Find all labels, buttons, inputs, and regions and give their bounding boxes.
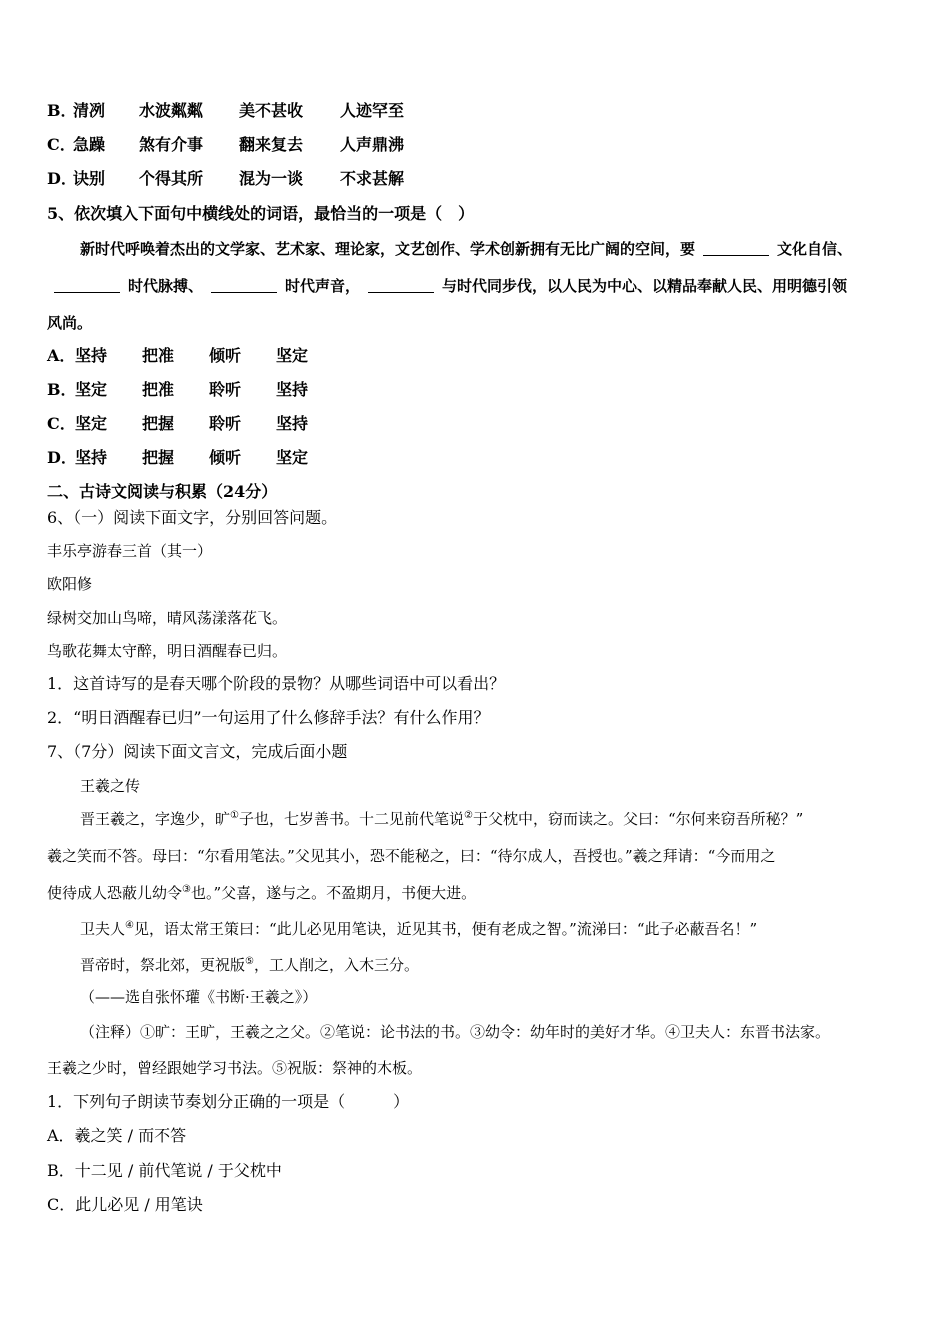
option-item: 不求甚解 — [340, 169, 405, 188]
passage-text: ，工人削之，入木三分。 — [253, 956, 419, 974]
passage-notes: 王羲之少时，曾经跟她学习书法。⑤祝版：祭神的木板。 — [47, 1059, 423, 1077]
option-item: 坚定 — [276, 448, 309, 467]
q5-stem: 5、依次填入下面句中横线处的词语，最恰当的一项是（ ） — [47, 204, 475, 223]
option-letter: B． — [47, 380, 77, 399]
option-item: 把准 — [142, 346, 175, 365]
q5-passage-text: 新时代呼唤着杰出的文学家、艺术家、理论家，文艺创作、学术创新拥有无比广阔的空间，要 — [80, 240, 696, 258]
q4-option-c — [47, 134, 404, 156]
option-letter: C． — [47, 135, 76, 154]
option-item: 聆听 — [209, 380, 242, 399]
passage-line: 羲之笑而不答。母曰：“尔看用笔法。”父见其小，恐不能秘之，曰：“待尔成人，吾授也。”羲之拜请：“今而用之 — [47, 847, 776, 865]
q7-stem: 7、（7分）阅读下面文言文，完成后面小题 — [47, 742, 348, 761]
option-item: 坚持 — [75, 448, 108, 467]
option-item: 清冽 — [73, 101, 106, 120]
q4-option-b — [47, 100, 404, 122]
footnote-mark: ① — [230, 810, 239, 821]
passage-text: 见，语太常王策曰：“此儿必见用笔诀，近见其书，便有老成之智。”流涕曰：“此子必蔽吾名！” — [133, 920, 758, 938]
q5-option-c — [47, 413, 308, 435]
q5-passage-text: 时代声音， — [285, 277, 361, 295]
q6-sub-question-1: 1．这首诗写的是春天哪个阶段的景物？从哪些词语中可以看出？ — [47, 674, 506, 693]
option-letter: C． — [47, 414, 76, 433]
option-item: 聆听 — [209, 414, 242, 433]
passage-paragraph — [80, 954, 419, 976]
option-item: 急躁 — [73, 135, 106, 154]
q4-option-d — [47, 168, 404, 190]
fill-blank — [54, 278, 120, 293]
option-letter: B． — [47, 101, 77, 120]
poem-line: 绿树交加山鸟啼，晴风荡漾落花飞。 — [47, 609, 288, 627]
option-item: 水波粼粼 — [139, 101, 204, 120]
passage-paragraph — [80, 918, 757, 940]
option-item: 坚定 — [276, 346, 309, 365]
q6-sub-question-2: 2．“明日酒醒春已归”一句运用了什么修辞手法？有什么作用？ — [47, 708, 490, 727]
footnote-mark: ⑤ — [245, 956, 254, 967]
option-item: 煞有介事 — [139, 135, 204, 154]
option-item: 倾听 — [209, 346, 242, 365]
option-item: 人声鼎沸 — [340, 135, 405, 154]
q6-stem: 6、（一）阅读下面文字，分别回答问题。 — [47, 508, 338, 527]
poem-title: 丰乐亭游春三首（其一） — [47, 542, 213, 560]
q5-passage-line1 — [80, 238, 852, 260]
fill-blank — [211, 278, 277, 293]
option-letter: A． — [47, 346, 76, 365]
q7-option-b: B．十二见 / 前代笔说 / 于父枕中 — [47, 1161, 282, 1180]
poem-line: 鸟歌花舞太守醉，明日酒醒春已归。 — [47, 642, 288, 660]
footnote-mark: ② — [464, 810, 473, 821]
q5-option-d — [47, 447, 308, 469]
option-item: 美不甚收 — [239, 101, 304, 120]
fill-blank — [368, 278, 434, 293]
passage-text: 晋帝时，祭北郊，更祝版 — [80, 956, 246, 974]
passage-source: （——选自张怀瓘《书断·王羲之》） — [80, 988, 318, 1006]
poem-author: 欧阳修 — [47, 575, 93, 593]
q5-option-a — [47, 345, 308, 367]
q7-sub-question-1: 1．下列句子朗读节奏划分正确的一项是（ ） — [47, 1092, 410, 1111]
passage-notes: （注释）①旷：王旷，王羲之之父。②笔说：论书法的书。③幼令：幼年时的美好才华。④卫夫人：东晋书法家。 — [80, 1023, 831, 1041]
q5-passage-text: 时代脉搏、 — [128, 277, 204, 295]
option-item: 坚持 — [276, 380, 309, 399]
option-item: 坚定 — [75, 414, 108, 433]
passage-text: 子也，七岁善书。十二见前代笔说 — [238, 810, 464, 828]
passage-text: 于父枕中，窃而读之。父曰：“尔何来窃吾所秘？” — [472, 810, 804, 828]
option-item: 诀别 — [73, 169, 106, 188]
option-item: 个得其所 — [139, 169, 204, 188]
passage-line — [47, 882, 476, 904]
passage-text: 也。”父喜，遂与之。不盈期月，书便大进。 — [190, 884, 477, 902]
footnote-mark: ④ — [125, 920, 134, 931]
passage-text: 卫夫人 — [80, 920, 126, 938]
option-item: 人迹罕至 — [340, 101, 405, 120]
footnote-mark: ③ — [182, 884, 191, 895]
option-item: 翻来复去 — [239, 135, 304, 154]
option-item: 坚定 — [75, 380, 108, 399]
option-item: 混为一谈 — [239, 169, 304, 188]
q5-option-b — [47, 379, 308, 401]
option-letter: D． — [47, 448, 77, 467]
option-letter: D． — [47, 169, 77, 188]
option-item: 把准 — [142, 380, 175, 399]
option-item: 把握 — [142, 414, 175, 433]
option-item: 倾听 — [209, 448, 242, 467]
option-item: 坚持 — [75, 346, 108, 365]
q7-option-a: A．羲之笑 / 而不答 — [47, 1126, 187, 1145]
q7-option-c: C．此儿必见 / 用笔诀 — [47, 1195, 203, 1214]
section-heading: 二、古诗文阅读与积累（24分） — [47, 482, 278, 501]
q5-passage-line3: 风尚。 — [47, 314, 93, 332]
q5-passage-text: 与时代同步伐，以人民为中心、以精品奉献人民、用明德引领 — [442, 277, 848, 295]
passage-text: 使待成人恐蔽儿幼令 — [47, 884, 183, 902]
passage-title: 王羲之传 — [80, 777, 141, 795]
option-item: 把握 — [142, 448, 175, 467]
fill-blank — [703, 241, 769, 256]
passage-text: 晋王羲之，字逸少，旷 — [80, 810, 231, 828]
option-item: 坚持 — [276, 414, 309, 433]
passage-paragraph — [80, 808, 803, 830]
q5-passage-text: 文化自信、 — [777, 240, 853, 258]
q5-passage-line2 — [46, 275, 847, 297]
